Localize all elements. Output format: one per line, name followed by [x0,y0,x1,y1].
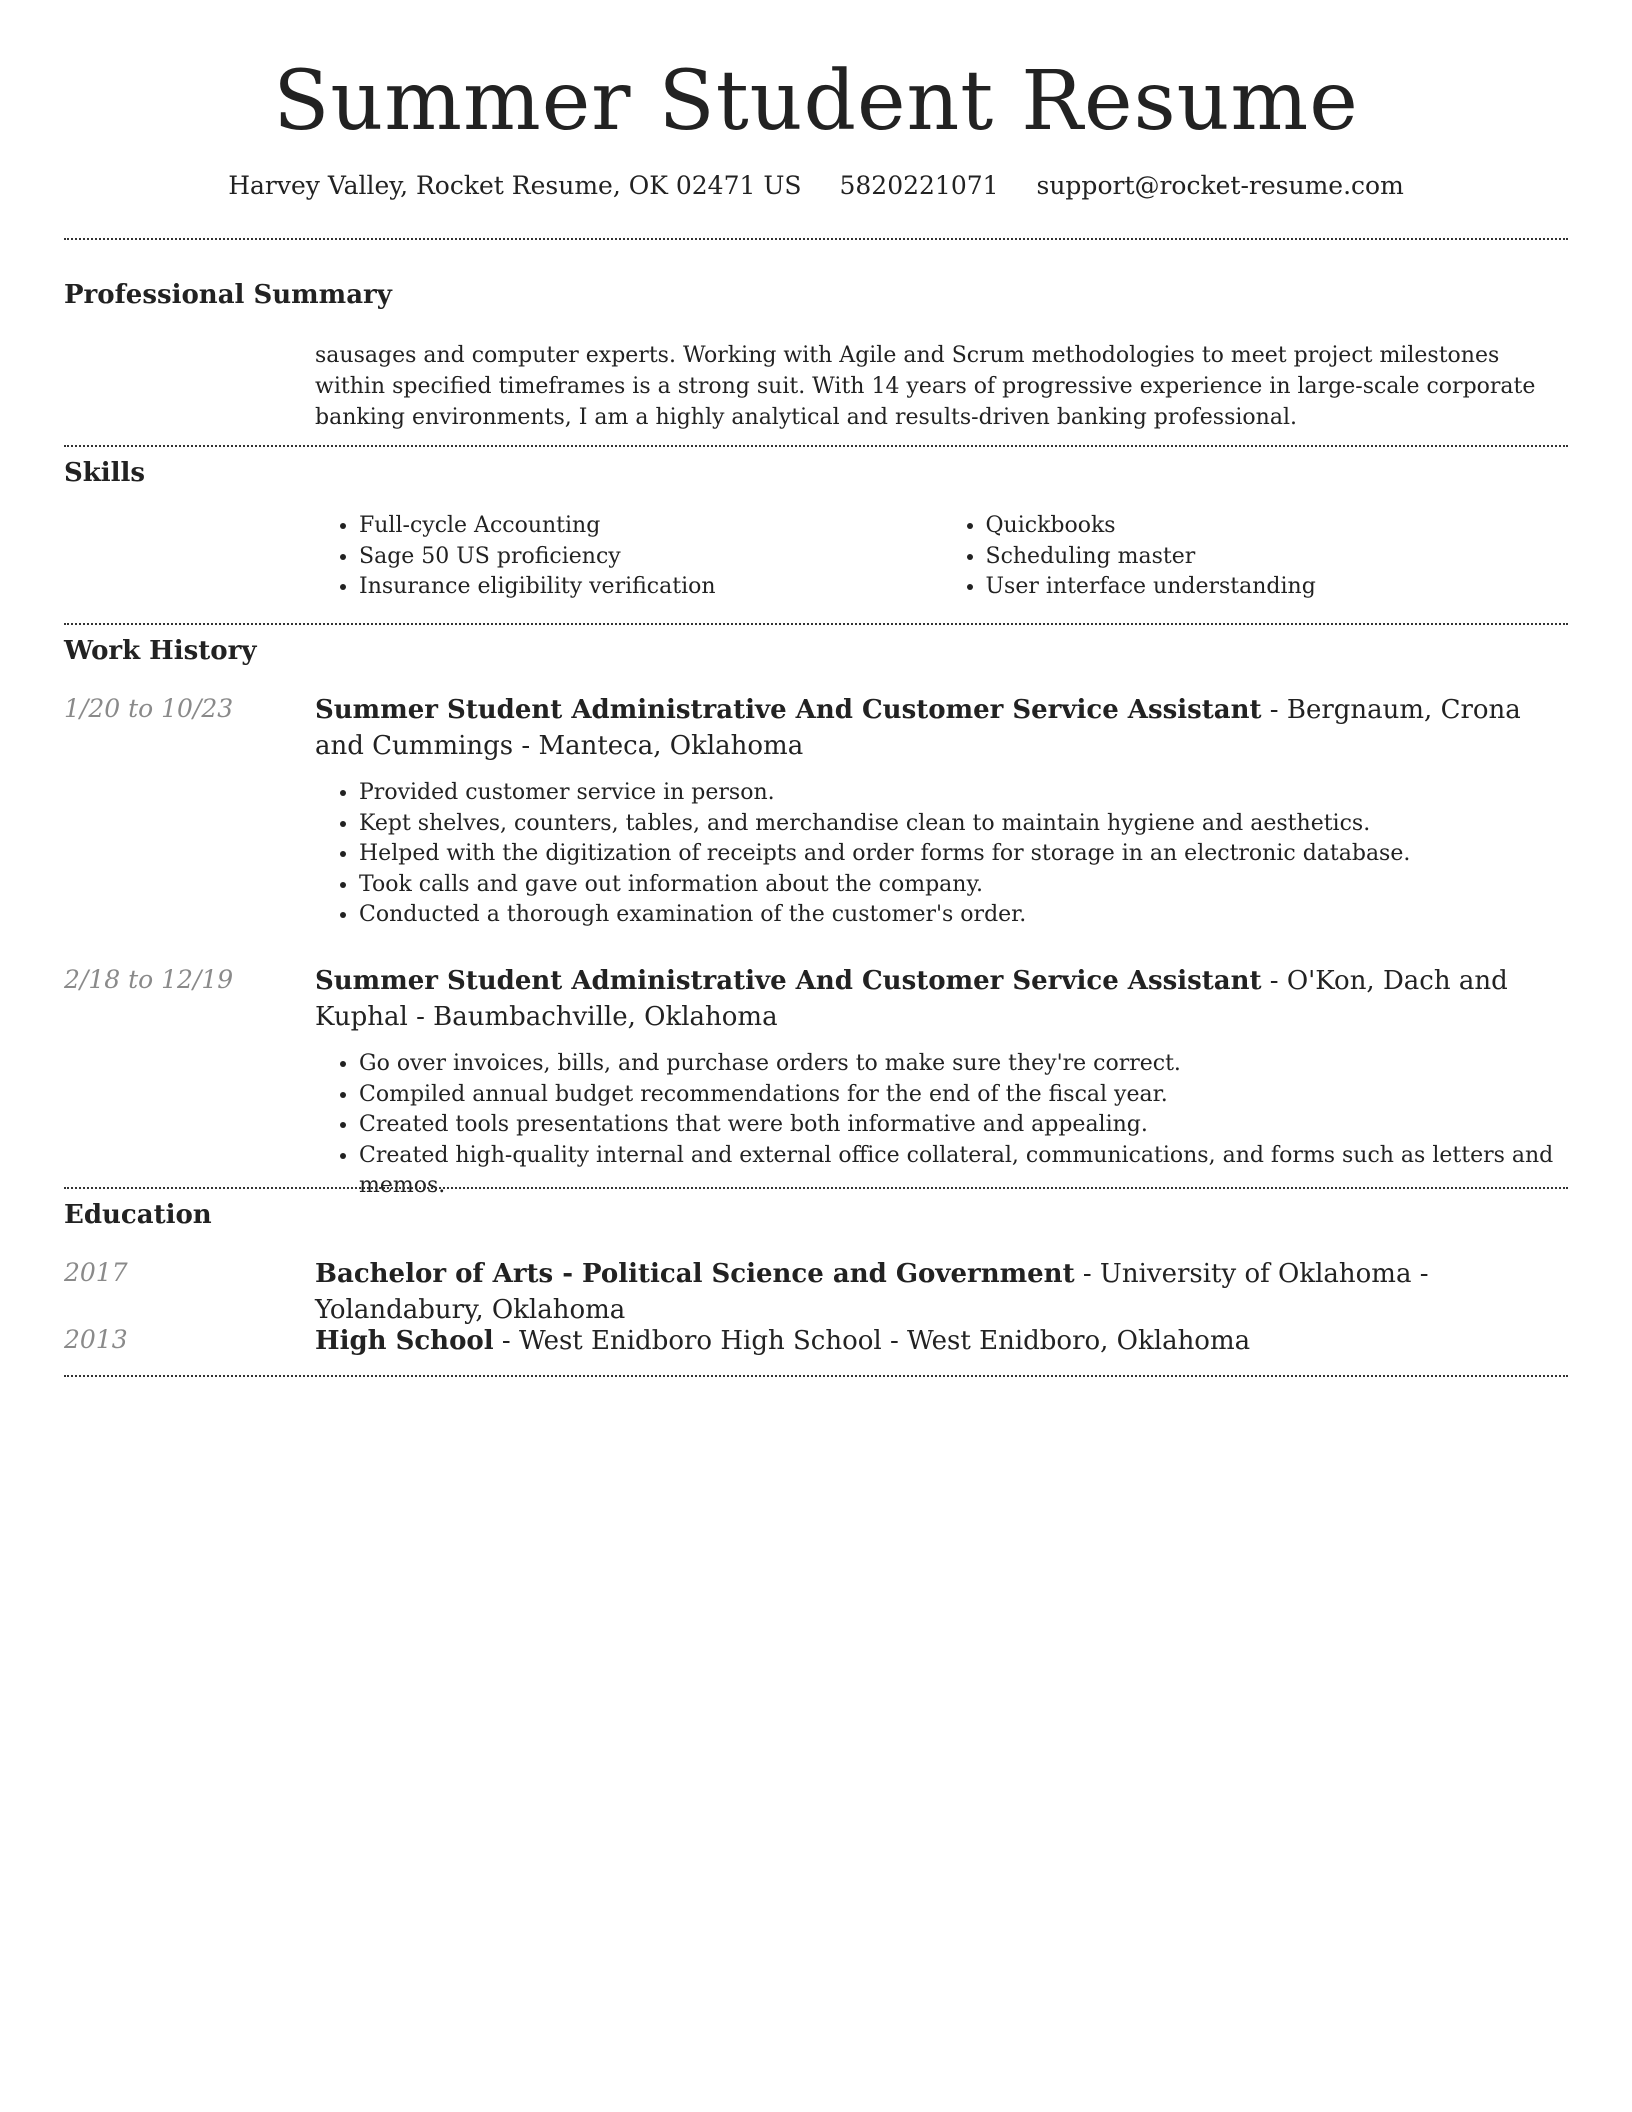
job-bullet: • Kept shelves, counters, tables, and merchandise clean to maintain hygiene and aesthetics. [359,809,1568,840]
education-date: 2017 [64,1258,128,1287]
education-content [315,1256,1568,1328]
education-line [315,1256,1568,1328]
divider [64,623,1568,625]
education-content [315,1323,1568,1359]
skill-item: • Sage 50 US proficiency [359,542,942,573]
job-date: 1/20 to 10/23 [64,694,234,723]
education-section [64,1200,1568,1356]
job-bullet: • Go over invoices, bills, and purchase orders to make sure they're correct. [359,1049,1568,1080]
summary-content [315,340,1568,433]
job-bullet: • Took calls and gave out information about the company. [359,870,1568,901]
skill-item: • Full-cycle Accounting [359,511,942,542]
education-line [315,1323,1568,1359]
job-title [315,692,1568,764]
summary-text: sausages and computer experts. Working with Agile and Scrum methodologies to meet project milestones within specified timeframes is a strong suit. With 14 years of progressive experience in large-scale corporate banking environments, I am a highly analytical and results-driven banking professional. [315,343,1536,430]
education-school: - University of Oklahoma - Yolandabury, Oklahoma [315,1259,1429,1325]
job-company: - O'Kon, Dach and Kuphal - Baumbachville, Oklahoma [315,966,1508,1032]
skill-item: • User interface understanding [986,572,1569,603]
skill-item: • Quickbooks [986,511,1569,542]
contact-line [64,171,1568,200]
work-section [64,636,1568,1198]
section-title-education: Education [64,1200,212,1230]
section-title-work: Work History [64,636,257,666]
job-role: Summer Student Administrative And Customer Service Assistant [315,695,1262,725]
job-bullet: • Created high-quality internal and external office collateral, communications, and forms such as letters and memos. [359,1141,1568,1202]
job-bullets [315,1049,1568,1202]
divider [64,1375,1568,1377]
divider [64,238,1568,240]
job-content [315,963,1568,1202]
education-degree: Bachelor of Arts - Political Science and Government [315,1259,1075,1289]
job-bullet: • Conducted a thorough examination of the customer's order. [359,900,1568,931]
job-date: 2/18 to 12/19 [64,965,234,994]
skills-list-left [315,511,942,603]
skills-grid [315,511,1568,603]
education-school: - West Enidboro High School - West Enidboro, Oklahoma [493,1326,1251,1356]
education-date: 2013 [64,1325,128,1354]
phone-text: 5820221071 [839,171,999,200]
skills-list-right [942,511,1569,603]
divider [64,1187,1568,1189]
job-content [315,692,1568,931]
resume-page [64,0,1568,1356]
section-title-summary: Professional Summary [64,280,392,310]
skills-content [315,511,1568,603]
skill-item: • Scheduling master [986,542,1569,573]
section-title-skills: Skills [64,458,146,488]
education-degree: High School [315,1326,494,1356]
summary-section [64,280,1568,430]
skills-section [64,458,1568,599]
email-text: support@rocket-resume.com [1036,171,1404,200]
job-bullets [315,778,1568,931]
address-text: Harvey Valley, Rocket Resume, OK 02471 US [228,171,802,200]
job-bullet: • Helped with the digitization of receipts and order forms for storage in an electronic database. [359,839,1568,870]
job-title [315,963,1568,1035]
divider [64,445,1568,447]
job-bullet: • Compiled annual budget recommendations for the end of the fiscal year. [359,1080,1568,1111]
job-role: Summer Student Administrative And Customer Service Assistant [315,966,1262,996]
job-bullet: • Created tools presentations that were both informative and appealing. [359,1110,1568,1141]
skill-item: • Insurance eligibility verification [359,572,942,603]
job-bullet: • Provided customer service in person. [359,778,1568,809]
job-company: - Bergnaum, Crona and Cummings - Manteca, Oklahoma [315,695,1521,761]
resume-title: Summer Student Resume [273,54,1359,149]
